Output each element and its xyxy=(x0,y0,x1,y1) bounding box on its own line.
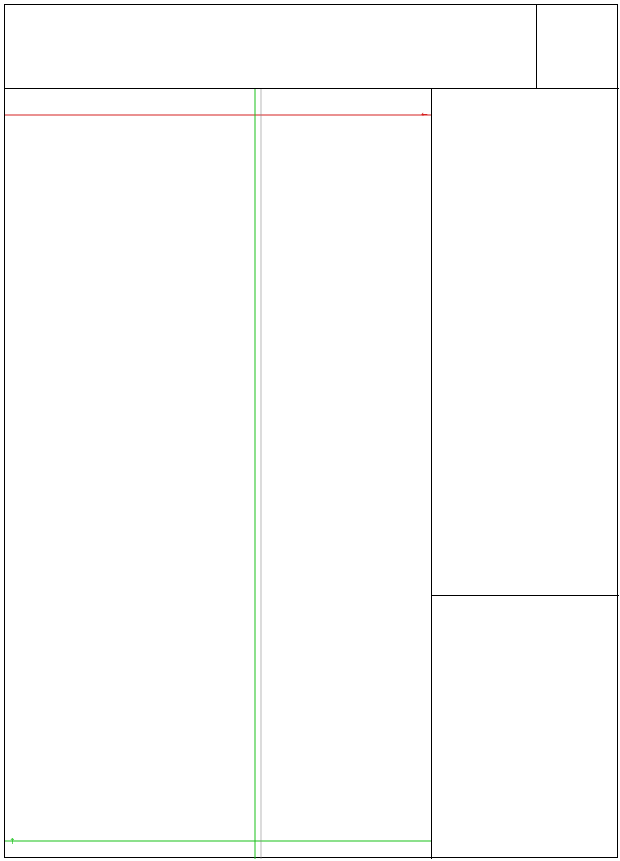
production-sheet xyxy=(4,4,618,858)
stat-height xyxy=(539,32,542,42)
stat-colors xyxy=(539,19,542,29)
stat-scale xyxy=(539,58,542,68)
colorway-line xyxy=(8,75,11,85)
arrow-up-icon: ↑ xyxy=(9,837,16,846)
design-file-line xyxy=(8,62,11,72)
design-preview xyxy=(5,89,432,859)
stat-width xyxy=(539,45,542,55)
qr-code xyxy=(470,685,586,797)
barcode xyxy=(9,38,143,59)
header-info xyxy=(5,5,537,89)
arrow-left-icon: ← xyxy=(421,110,428,119)
stat-stitches xyxy=(539,6,542,16)
panel-divider xyxy=(432,595,619,596)
design-stats xyxy=(537,5,619,89)
stop-sequence-panel xyxy=(432,89,619,859)
embroidery-design xyxy=(5,89,432,859)
